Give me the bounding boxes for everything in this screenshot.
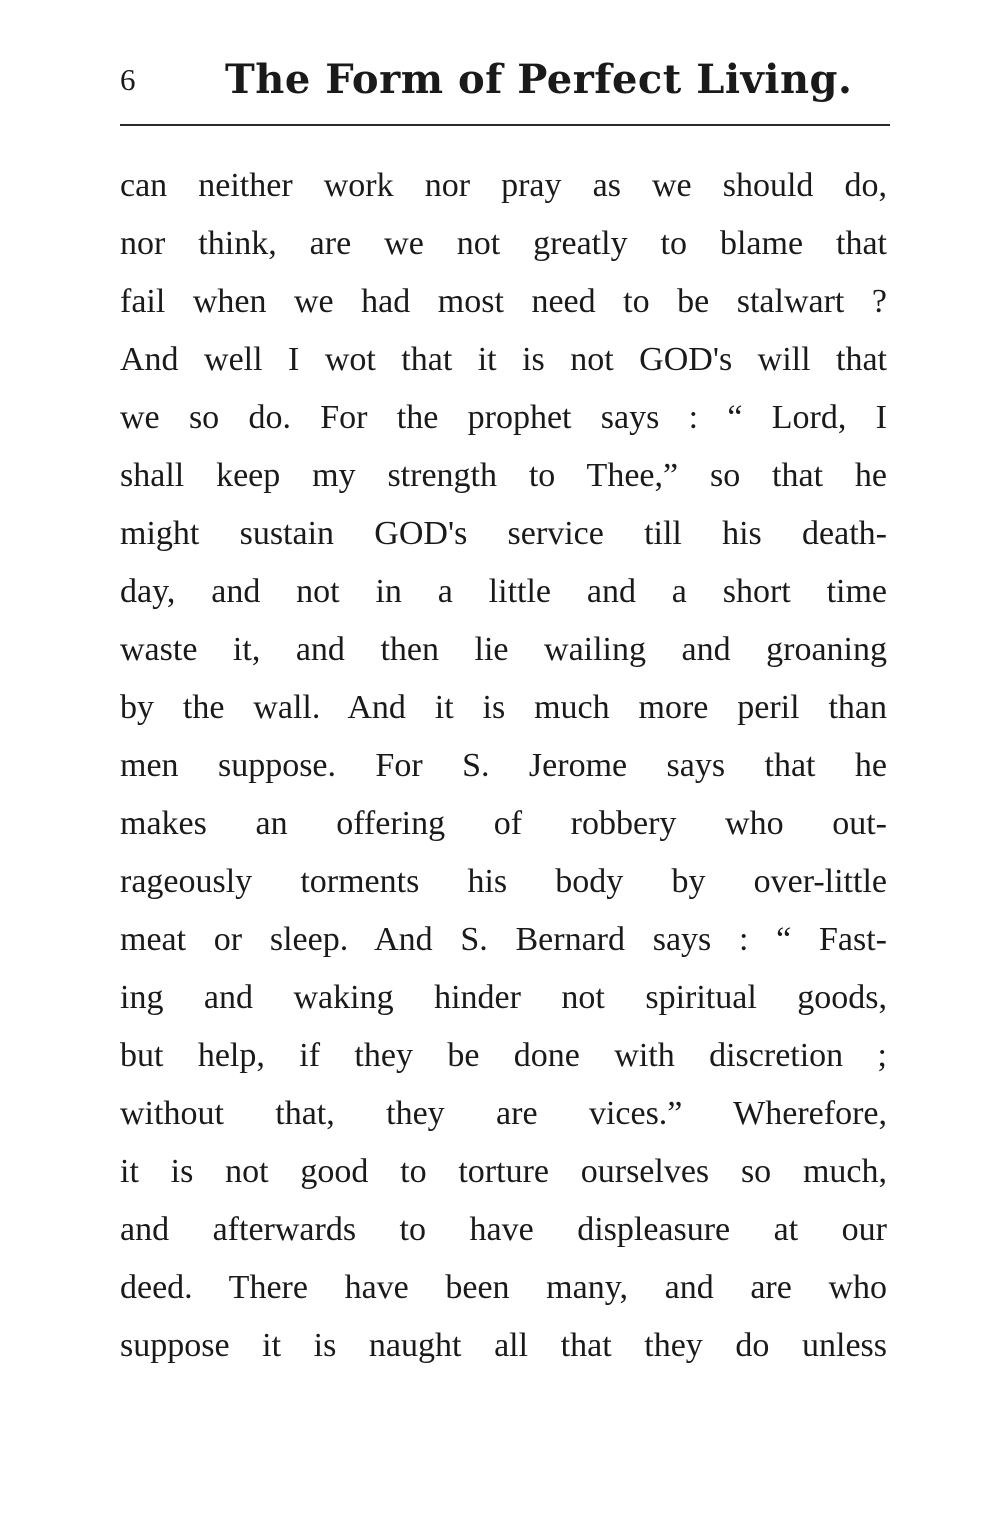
text-line: waste it, and then lie wailing and groaning	[120, 631, 887, 668]
body-text	[120, 157, 887, 1375]
text-line: men suppose. For S. Jerome says that he	[120, 747, 887, 784]
text-line: by the wall. And it is much more peril than	[120, 689, 887, 726]
text-line: day, and not in a little and a short time	[120, 573, 887, 610]
text-line: deed. There have been many, and are who	[120, 1269, 887, 1306]
text-line: And well I wot that it is not GOD's will that	[120, 341, 887, 378]
header-rule	[120, 124, 890, 126]
text-line: meat or sleep. And S. Bernard says : “ Fast-	[120, 921, 887, 958]
text-line: and afterwards to have displeasure at our	[120, 1211, 887, 1248]
text-line: ing and waking hinder not spiritual goods,	[120, 979, 887, 1016]
text-line: suppose it is naught all that they do unless	[120, 1327, 887, 1364]
page-number: 6	[120, 62, 136, 97]
text-line: might sustain GOD's service till his death-	[120, 515, 887, 552]
text-line: can neither work nor pray as we should do,	[120, 167, 887, 204]
text-line: rageously torments his body by over-little	[120, 863, 887, 900]
text-line: makes an offering of robbery who out-	[120, 805, 887, 842]
running-title: The Form of Perfect Living.	[225, 56, 853, 103]
text-line: shall keep my strength to Thee,” so that he	[120, 457, 887, 494]
text-line: it is not good to torture ourselves so much,	[120, 1153, 887, 1190]
text-line: we so do. For the prophet says : “ Lord, I	[120, 399, 887, 436]
text-line: without that, they are vices.” Wherefore,	[120, 1095, 887, 1132]
text-line: but help, if they be done with discretion ;	[120, 1037, 887, 1074]
text-line: fail when we had most need to be stalwart ?	[120, 283, 887, 320]
page-header	[120, 52, 890, 116]
text-line: nor think, are we not greatly to blame that	[120, 225, 887, 262]
